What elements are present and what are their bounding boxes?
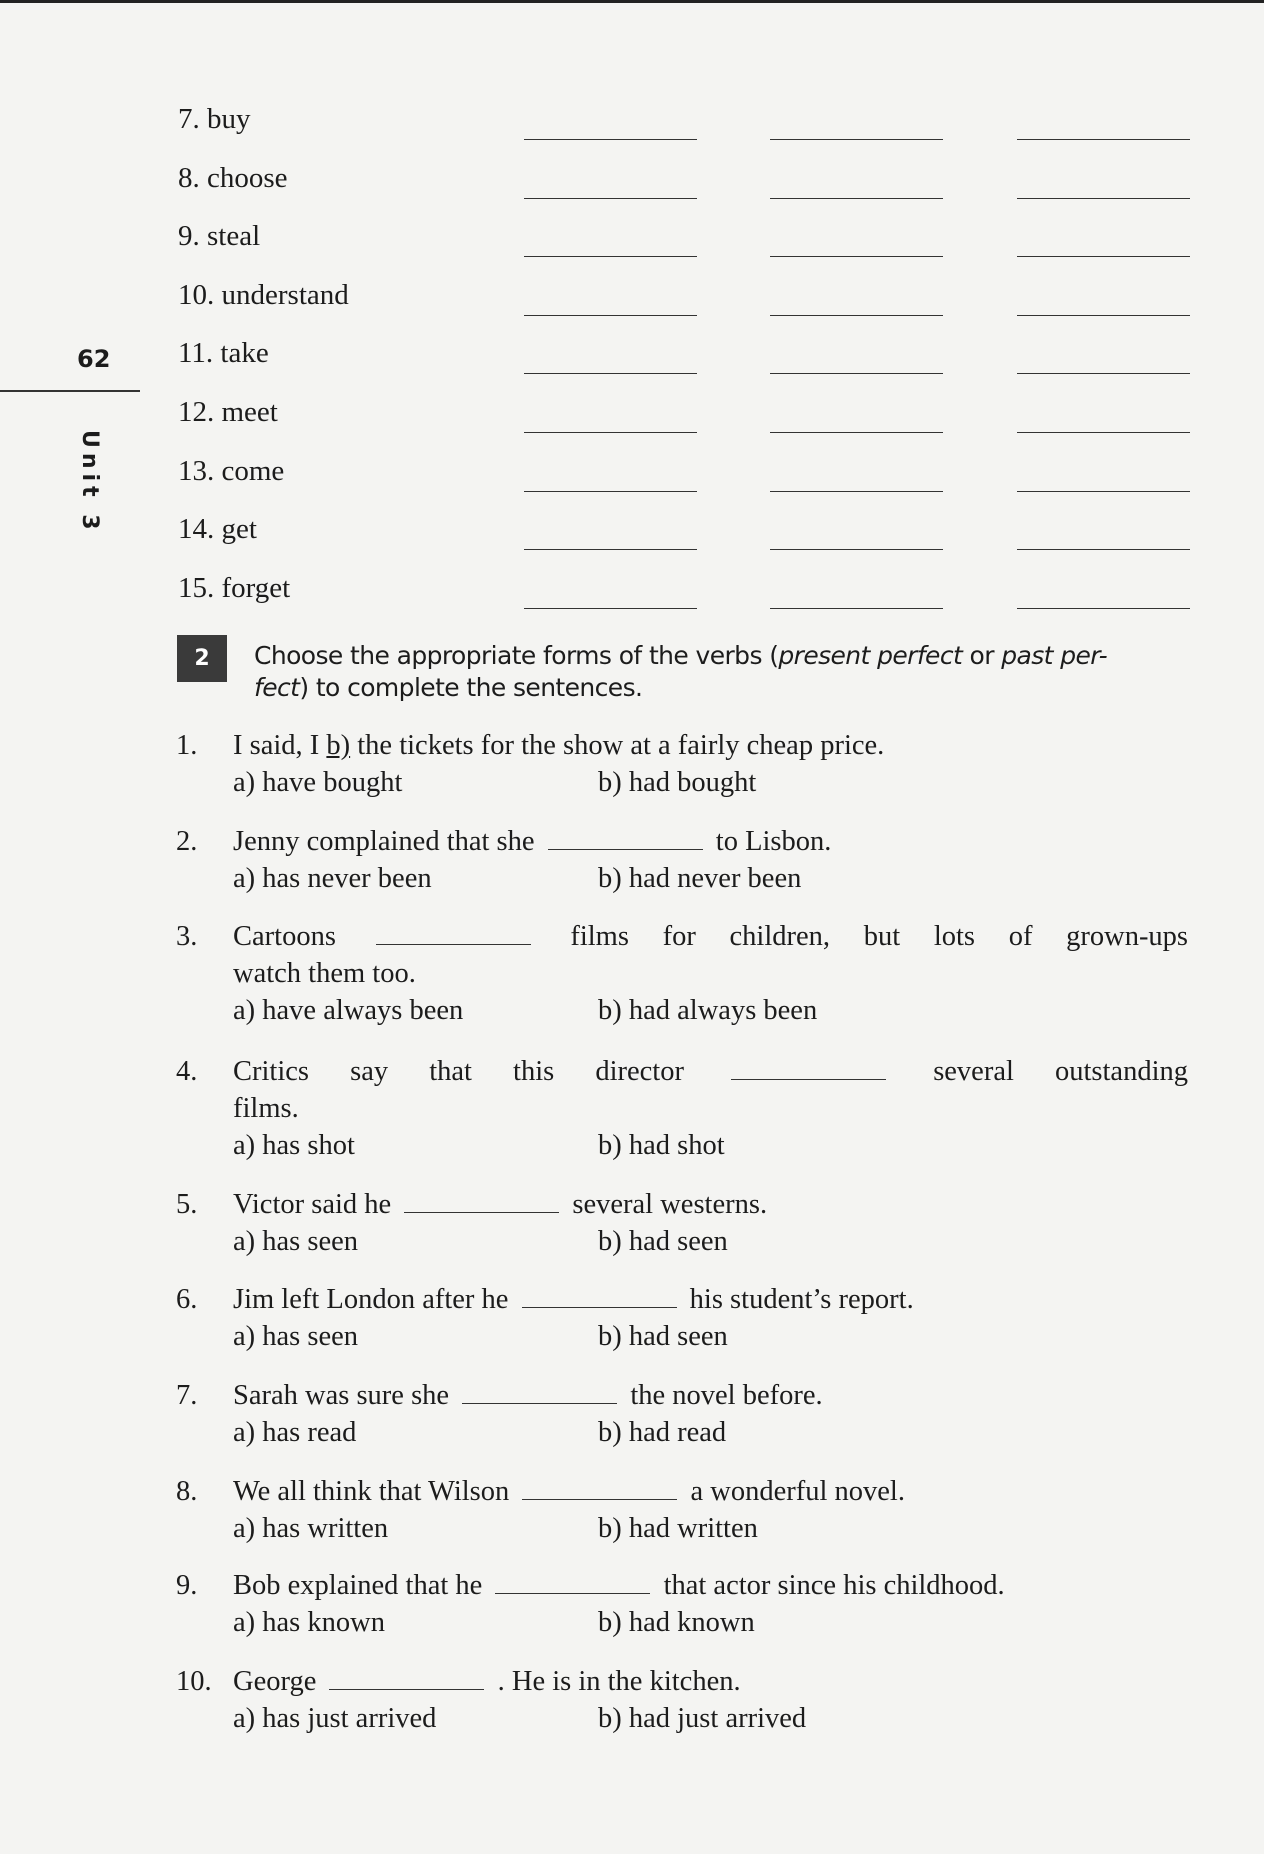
answer-blank[interactable]	[1017, 491, 1190, 492]
answer-blank[interactable]	[522, 1285, 677, 1308]
option-b[interactable]: b) had never been	[598, 863, 802, 894]
answer-blank[interactable]	[495, 1571, 650, 1594]
verb-label: 9. steal	[178, 220, 261, 253]
verb-label: 13. come	[178, 454, 285, 487]
answer-blank[interactable]	[1017, 373, 1190, 374]
page-number-rule	[0, 390, 140, 392]
answer-blank[interactable]	[462, 1381, 617, 1404]
option-a[interactable]: a) has written	[233, 1513, 389, 1544]
question-number: 8.	[176, 1476, 198, 1507]
question-text	[233, 823, 1188, 860]
option-b[interactable]: b) had always been	[598, 995, 818, 1026]
option-a[interactable]: a) has seen	[233, 1321, 359, 1352]
answer-blank[interactable]	[770, 549, 943, 550]
question-text	[233, 1053, 1188, 1090]
verb-row	[178, 569, 1198, 609]
question-text-after: his student’s report.	[689, 1284, 914, 1315]
instruction-text: Choose the appropriate forms of the verbs (	[254, 641, 779, 670]
answer-blank[interactable]	[524, 373, 697, 374]
answer-blank[interactable]	[1017, 432, 1190, 433]
question-item	[176, 1473, 1188, 1547]
answer-blank[interactable]	[524, 198, 697, 199]
answer-blank[interactable]	[524, 256, 697, 257]
question-text	[233, 918, 1188, 955]
question-text	[233, 1473, 1188, 1510]
option-a[interactable]: a) has just arrived	[233, 1703, 437, 1734]
answer-blank[interactable]	[524, 315, 697, 316]
option-b[interactable]: b) had seen	[598, 1321, 728, 1352]
option-a[interactable]: a) has shot	[233, 1130, 355, 1161]
option-b[interactable]: b) had written	[598, 1513, 758, 1544]
answer-blank[interactable]	[770, 608, 943, 609]
instruction-text: or	[962, 641, 1002, 670]
question-text	[233, 727, 1188, 764]
page-top-border	[0, 0, 1264, 3]
question-text-after: . He is in the kitchen.	[497, 1666, 741, 1697]
answer-blank[interactable]	[770, 198, 943, 199]
instruction-term-past-perfect: past per-	[1001, 641, 1107, 670]
question-number: 3.	[176, 921, 198, 952]
instruction-term-past-perfect-cont: fect	[254, 673, 300, 702]
question-number: 5.	[176, 1189, 198, 1220]
answer-blank[interactable]	[524, 139, 697, 140]
question-text-before: Sarah was sure she	[233, 1380, 450, 1411]
question-text-before: Critics say that this director	[233, 1056, 684, 1087]
verb-label: 7. buy	[178, 103, 251, 135]
question-text-cont: films.	[233, 1093, 299, 1124]
option-b[interactable]: b) had known	[598, 1607, 755, 1638]
answer-blank[interactable]	[1017, 256, 1190, 257]
verb-row	[178, 276, 1198, 316]
answer-blank[interactable]	[524, 549, 697, 550]
answer-blank[interactable]	[524, 491, 697, 492]
question-text-before: We all think that Wilson	[233, 1476, 510, 1507]
answer-blank[interactable]	[770, 315, 943, 316]
answer-blank[interactable]	[770, 491, 943, 492]
question-text-before: Jenny complained that she	[233, 826, 535, 857]
answer-blank[interactable]	[731, 1057, 886, 1080]
question-number: 1.	[176, 730, 198, 761]
option-b[interactable]: b) had bought	[598, 767, 757, 798]
question-text-after: films for children, but lots of grown-ups	[570, 921, 1189, 952]
answer-blank[interactable]	[770, 432, 943, 433]
question-item	[176, 1186, 1188, 1260]
question-number: 9.	[176, 1570, 198, 1601]
question-text-before: Cartoons	[233, 921, 336, 952]
question-number: 4.	[176, 1056, 198, 1087]
verb-row	[178, 510, 1198, 550]
question-text	[233, 1567, 1188, 1604]
question-number: 6.	[176, 1284, 198, 1315]
verb-row	[178, 393, 1198, 433]
question-text-after: that actor since his childhood.	[663, 1570, 1005, 1601]
answer-blank[interactable]	[1017, 139, 1190, 140]
answer-blank[interactable]	[770, 139, 943, 140]
option-b[interactable]: b) had shot	[598, 1130, 725, 1161]
question-number: 7.	[176, 1380, 198, 1411]
instruction-text: ) to complete the sentences.	[299, 673, 643, 702]
answer-blank[interactable]	[1017, 198, 1190, 199]
exercise-number-badge: 2	[177, 635, 227, 682]
verb-row	[178, 217, 1198, 257]
option-a[interactable]: a) has never been	[233, 863, 432, 894]
option-a[interactable]: a) has known	[233, 1607, 385, 1638]
question-text-after: several westerns.	[572, 1189, 768, 1220]
question-text-before: Bob explained that he	[233, 1570, 483, 1601]
verb-row	[178, 334, 1198, 374]
question-text-before: Jim left London after he	[233, 1284, 509, 1315]
question-text	[233, 1663, 1188, 1700]
question-text-cont: watch them too.	[233, 958, 416, 989]
unit-label: Unit 3	[77, 430, 102, 535]
question-text-after: to Lisbon.	[715, 826, 832, 857]
answer-blank[interactable]	[1017, 549, 1190, 550]
filled-answer[interactable]: b)	[326, 730, 351, 761]
verb-row	[178, 159, 1198, 199]
instruction-term-present-perfect: present perfect	[778, 641, 963, 670]
answer-blank[interactable]	[770, 373, 943, 374]
question-item	[176, 1663, 1188, 1737]
question-item	[176, 1281, 1188, 1355]
question-text-before: Victor said he	[233, 1189, 392, 1220]
verb-label: 12. meet	[178, 396, 278, 428]
question-text-after: the novel before.	[630, 1380, 823, 1411]
question-text-before: George	[233, 1666, 317, 1697]
question-item	[176, 1567, 1188, 1641]
answer-blank[interactable]	[1017, 315, 1190, 316]
answer-blank[interactable]	[524, 608, 697, 609]
option-a[interactable]: a) has seen	[233, 1226, 359, 1257]
option-b[interactable]: b) had read	[598, 1417, 727, 1448]
question-item	[176, 823, 1188, 897]
answer-blank[interactable]	[1017, 608, 1190, 609]
option-a[interactable]: a) have bought	[233, 767, 403, 798]
verb-label: 10. understand	[178, 278, 349, 311]
verb-label: 14. get	[178, 513, 257, 546]
question-item	[176, 1053, 1188, 1164]
question-item	[176, 1377, 1188, 1451]
option-b[interactable]: b) had just arrived	[598, 1703, 807, 1734]
verb-label: 11. take	[178, 337, 269, 370]
question-number: 2.	[176, 826, 198, 857]
question-text	[233, 1281, 1188, 1318]
question-text-after: a wonderful novel.	[690, 1476, 905, 1507]
question-number: 10.	[176, 1666, 212, 1697]
answer-blank[interactable]	[329, 1667, 484, 1690]
question-text-after: the tickets for the show at a fairly cheap price.	[357, 730, 885, 761]
verb-label: 15. forget	[178, 571, 291, 604]
answer-blank[interactable]	[548, 827, 703, 850]
question-text-after: several outstanding	[933, 1056, 1188, 1087]
question-item	[176, 727, 1188, 801]
question-text	[233, 1377, 1188, 1414]
question-item	[176, 918, 1188, 1029]
question-text	[233, 1186, 1188, 1223]
answer-blank[interactable]	[376, 922, 531, 945]
answer-blank[interactable]	[524, 432, 697, 433]
answer-blank[interactable]	[770, 256, 943, 257]
answer-blank[interactable]	[522, 1477, 677, 1500]
verb-row	[178, 100, 1198, 140]
option-a[interactable]: a) has read	[233, 1417, 357, 1448]
exercise-instruction	[254, 640, 1194, 704]
option-a[interactable]: a) have always been	[233, 995, 464, 1026]
page-number: 62	[77, 345, 111, 373]
answer-blank[interactable]	[404, 1190, 559, 1213]
verb-label: 8. choose	[178, 161, 288, 194]
verb-row	[178, 452, 1198, 492]
question-text-before: I said, I	[233, 730, 320, 761]
option-b[interactable]: b) had seen	[598, 1226, 728, 1257]
